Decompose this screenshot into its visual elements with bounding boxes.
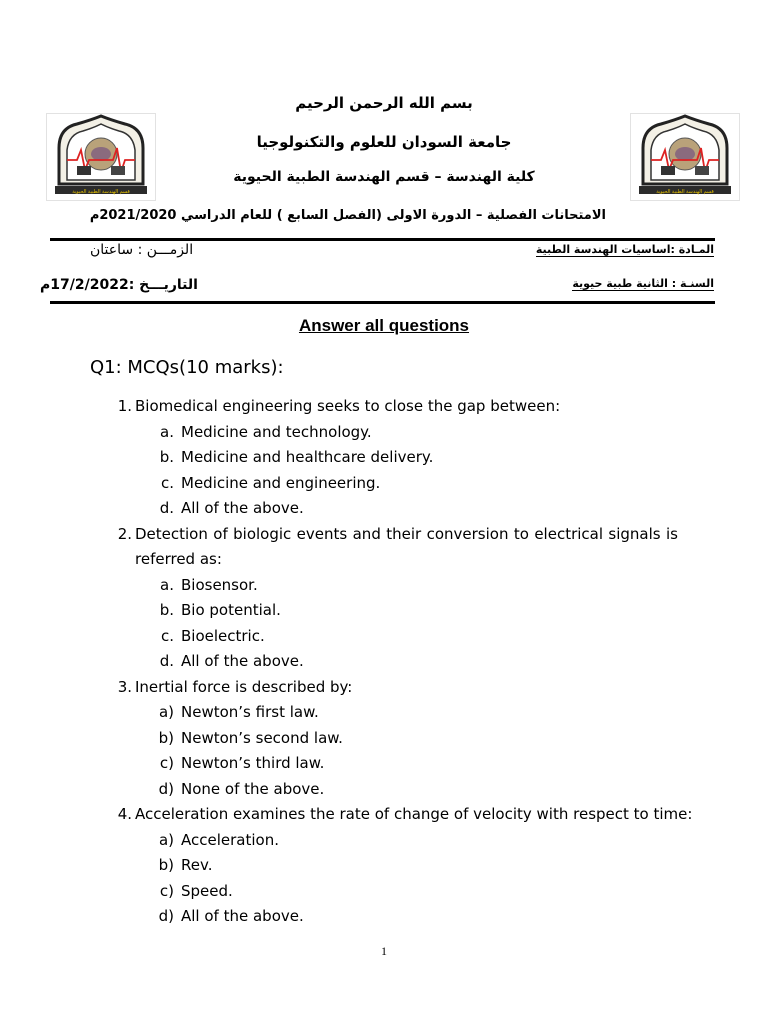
option-text: Medicine and technology. xyxy=(181,422,372,441)
question-number: 2. xyxy=(117,524,132,543)
option-text: Medicine and healthcare delivery. xyxy=(181,448,434,466)
option-text: Newton’s first law. xyxy=(181,703,319,721)
option-label: c) xyxy=(159,754,174,772)
faculty-name: كلية الهندسة – قسم الهندسة الطبية الحيوية xyxy=(233,169,535,185)
university-logo-left xyxy=(46,113,156,201)
university-name: جامعة السودان للعلوم والتكنولوجيا xyxy=(256,133,512,151)
question-text: referred as: xyxy=(135,550,222,568)
option-label: a. xyxy=(160,422,174,441)
header-divider-bottom xyxy=(50,301,715,304)
logo-left-caption: قسم الهندسة الطبية الحيوية xyxy=(72,189,130,195)
question-number: 3. xyxy=(117,677,132,696)
option-text: None of the above. xyxy=(181,779,325,798)
section-title: Q1: MCQs(10 marks): xyxy=(90,357,284,378)
logo-emblem-icon xyxy=(631,114,739,200)
option-label: c. xyxy=(160,626,174,645)
question-text: Acceleration examines the rate of change of velocity with respect to time: xyxy=(135,805,693,823)
option-label: a. xyxy=(160,575,174,594)
question-text: Inertial force is described by: xyxy=(135,677,353,696)
option-label: d) xyxy=(158,907,174,925)
exam-duration: الزمـــن : ساعتان xyxy=(90,242,194,258)
page-number: 1 xyxy=(381,944,387,958)
question-number: 1. xyxy=(117,397,132,415)
option-text: Acceleration. xyxy=(181,830,279,849)
option-label: b) xyxy=(158,856,174,874)
question-text: Biomedical engineering seeks to close the gap between: xyxy=(135,397,561,415)
option-text: Rev. xyxy=(181,856,213,874)
option-label: b. xyxy=(159,601,174,619)
option-text: All of the above. xyxy=(181,907,304,925)
logo-right-caption: قسم الهندسة الطبية الحيوية xyxy=(656,189,714,195)
option-text: Speed. xyxy=(181,881,233,900)
option-text: Newton’s second law. xyxy=(181,728,343,747)
basmala: بسم الله الرحمن الرحيم xyxy=(295,94,473,112)
logo-emblem-icon xyxy=(47,114,155,200)
option-text: Bio potential. xyxy=(181,601,281,619)
option-label: c. xyxy=(160,473,174,492)
exam-subject: المـادة :اساسيات الهندسة الطبية xyxy=(535,243,714,256)
question-text: Detection of biologic events and their conversion to electrical signals is xyxy=(135,524,678,543)
university-logo-right xyxy=(630,113,740,201)
exam-title: الامتحانات الفصلية – الدورة الاولى (الفصل السابع ) للعام الدراسي 2021/2020م xyxy=(89,208,606,223)
option-label: a) xyxy=(158,703,174,721)
option-text: Biosensor. xyxy=(181,575,258,594)
option-text: Medicine and engineering. xyxy=(181,473,381,492)
academic-year: السنـة : الثانية طبية حيوية xyxy=(572,277,714,290)
option-text: All of the above. xyxy=(181,652,304,670)
option-label: b. xyxy=(159,448,174,466)
option-text: Bioelectric. xyxy=(181,626,265,645)
option-label: b) xyxy=(158,728,174,747)
option-label: d. xyxy=(159,652,174,670)
option-label: d) xyxy=(158,779,174,798)
option-text: All of the above. xyxy=(181,499,304,517)
instructions-heading: Answer all questions xyxy=(298,316,470,335)
option-text: Newton’s third law. xyxy=(181,754,325,772)
question-number: 4. xyxy=(117,805,132,823)
option-label: c) xyxy=(159,881,174,900)
option-label: d. xyxy=(159,499,174,517)
exam-date: التاريـــخ :17/2/2022م xyxy=(40,277,198,293)
option-label: a) xyxy=(158,830,174,849)
